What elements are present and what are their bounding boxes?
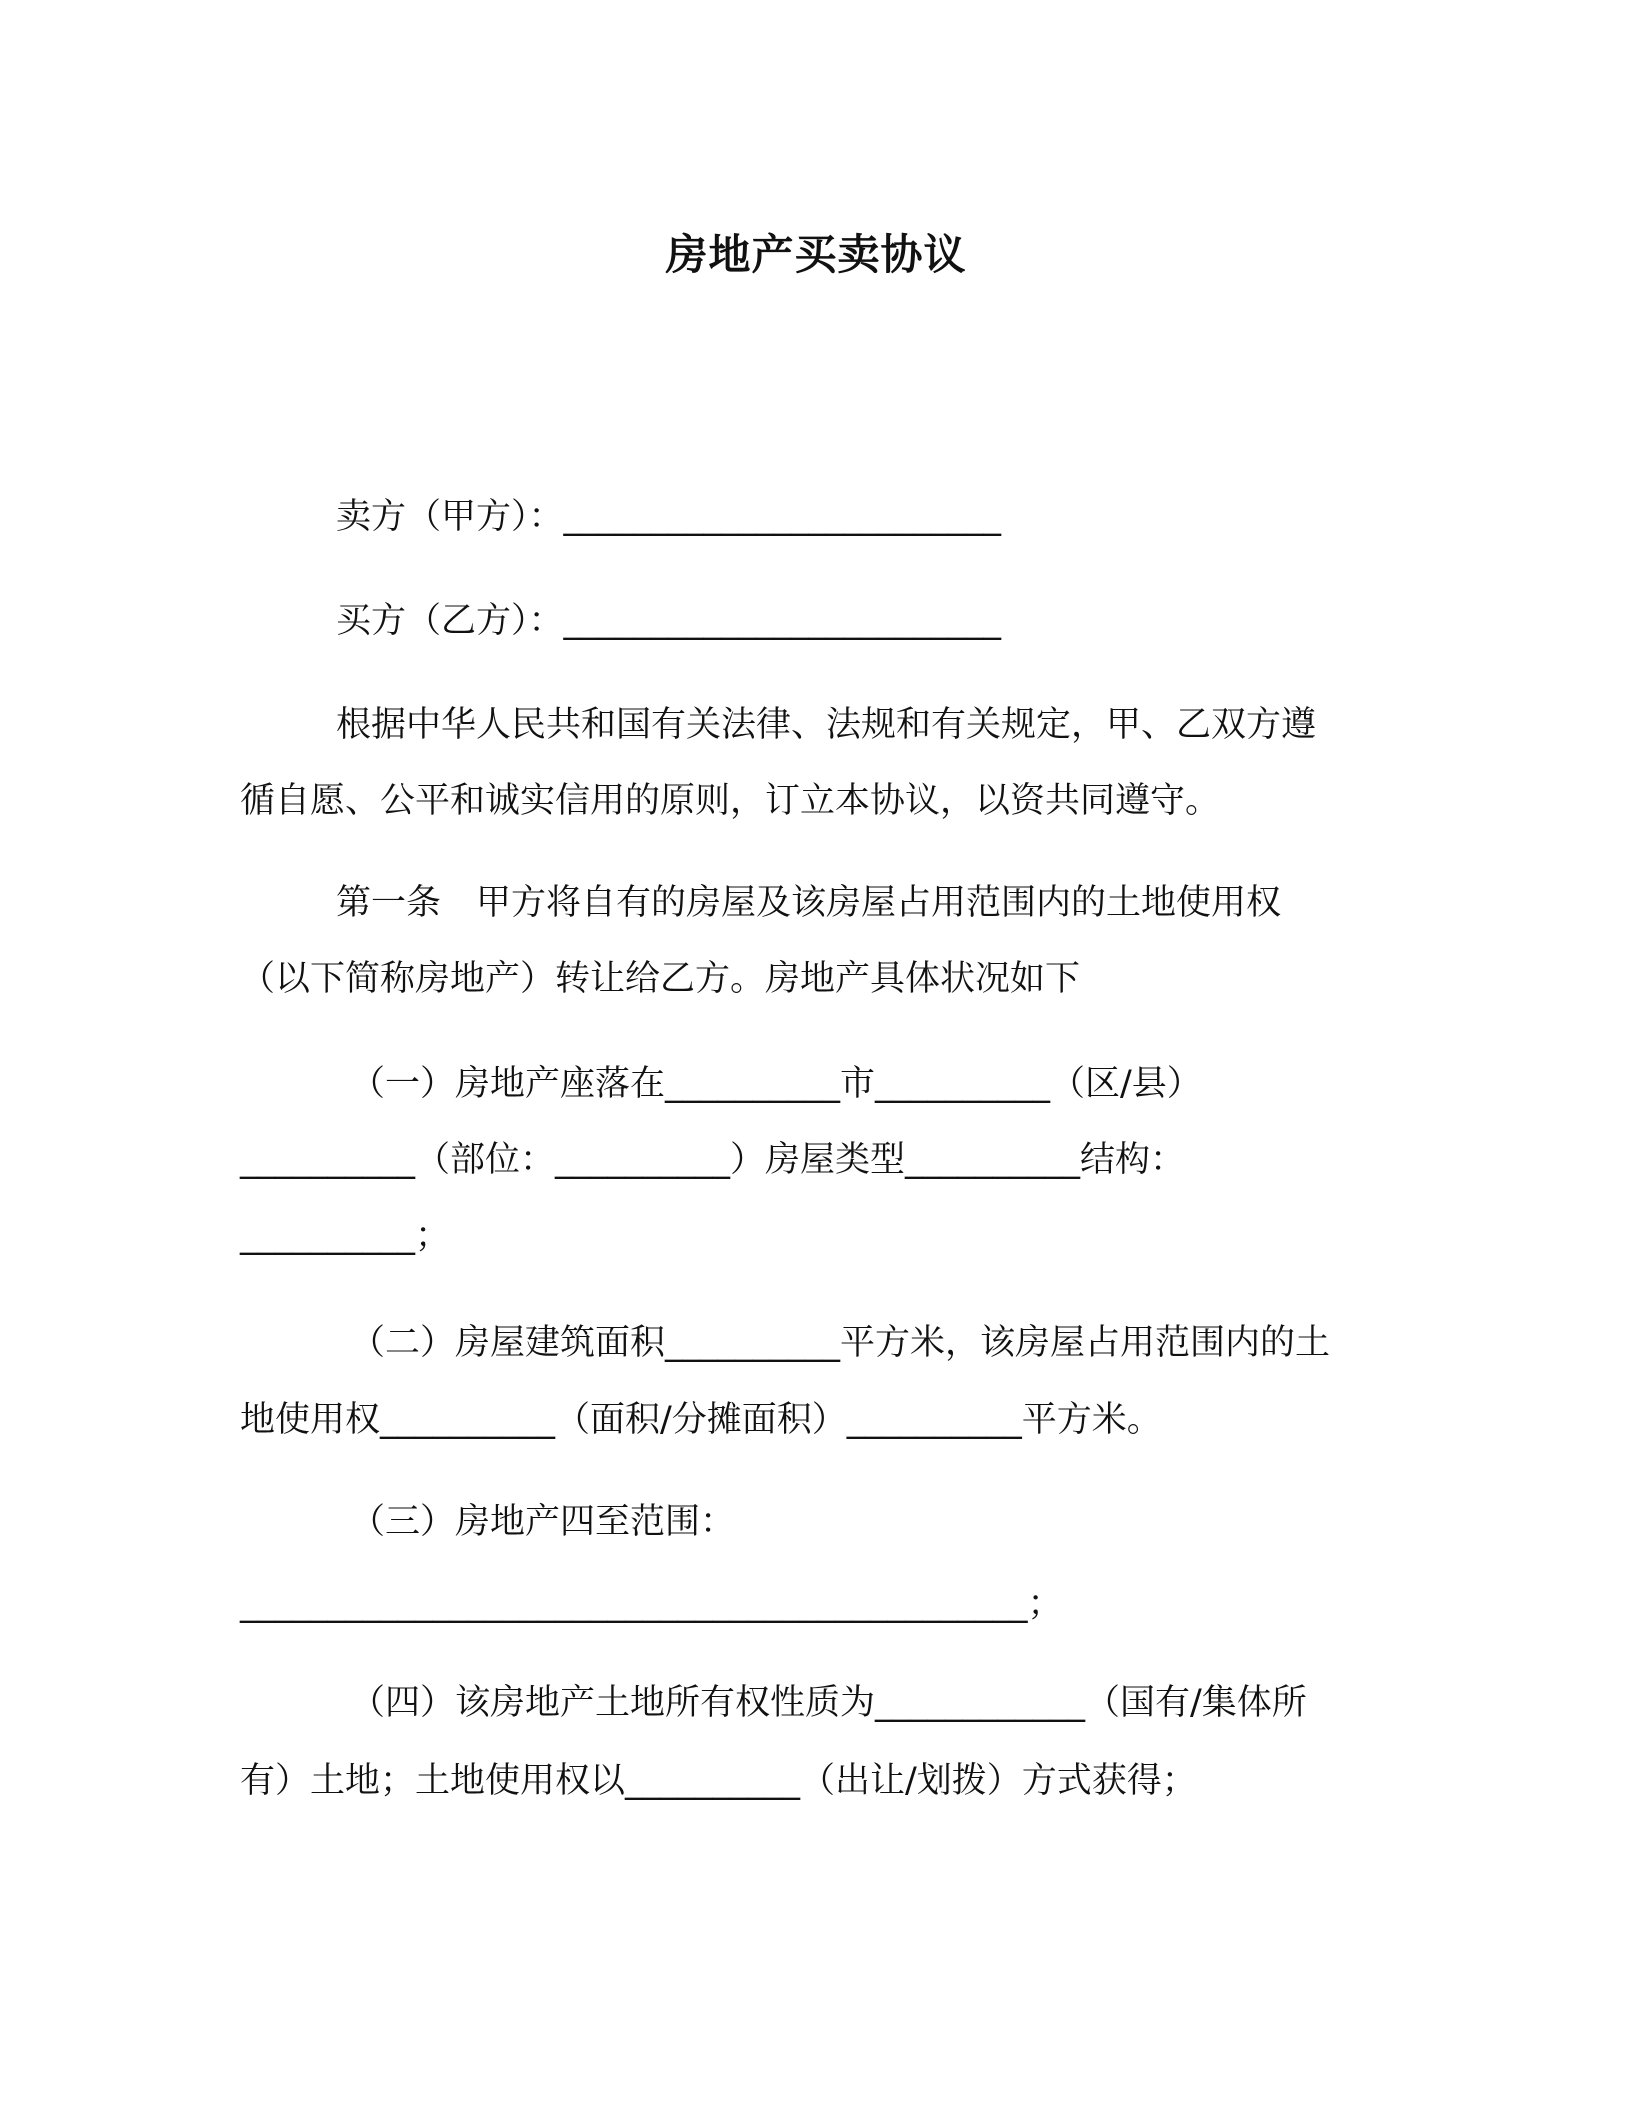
clause-line: 有）土地；土地使用权以__________（出让/划拨）方式获得； bbox=[240, 1761, 1197, 1801]
clause-line: __________（部位：__________）房屋类型__________结构： bbox=[240, 1140, 1186, 1180]
clause-line: （三）房地产四至范围： bbox=[350, 1502, 736, 1542]
article-line: 第一条 甲方将自有的房屋及该房屋占用范围内的土地使用权 bbox=[336, 883, 1282, 923]
clause-line: （四）该房地产土地所有权性质为____________（国有/集体所 bbox=[350, 1683, 1307, 1723]
clause-line: __________； bbox=[240, 1216, 451, 1256]
paragraph-line: 循自愿、公平和诚实信用的原则，订立本协议，以资共同遵守。 bbox=[240, 781, 1221, 821]
document-title: 房地产买卖协议 bbox=[665, 230, 967, 279]
clause-line: 地使用权__________（面积/分摊面积）__________平方米。 bbox=[240, 1400, 1162, 1440]
paragraph-line: 根据中华人民共和国有关法律、法规和有关规定，甲、乙双方遵 bbox=[336, 705, 1317, 745]
clause-line: （二）房屋建筑面积__________平方米，该房屋占用范围内的土 bbox=[350, 1323, 1331, 1363]
clause-line: _____________________________________________； bbox=[240, 1584, 1063, 1624]
article-line: （以下简称房地产）转让给乙方。房地产具体状况如下 bbox=[240, 959, 1081, 999]
buyer-line: 买方（乙方）：_________________________ bbox=[336, 601, 1002, 641]
clause-line: （一）房地产座落在__________市__________（区/县） bbox=[350, 1064, 1202, 1104]
seller-line: 卖方（甲方）：_________________________ bbox=[336, 497, 1002, 537]
